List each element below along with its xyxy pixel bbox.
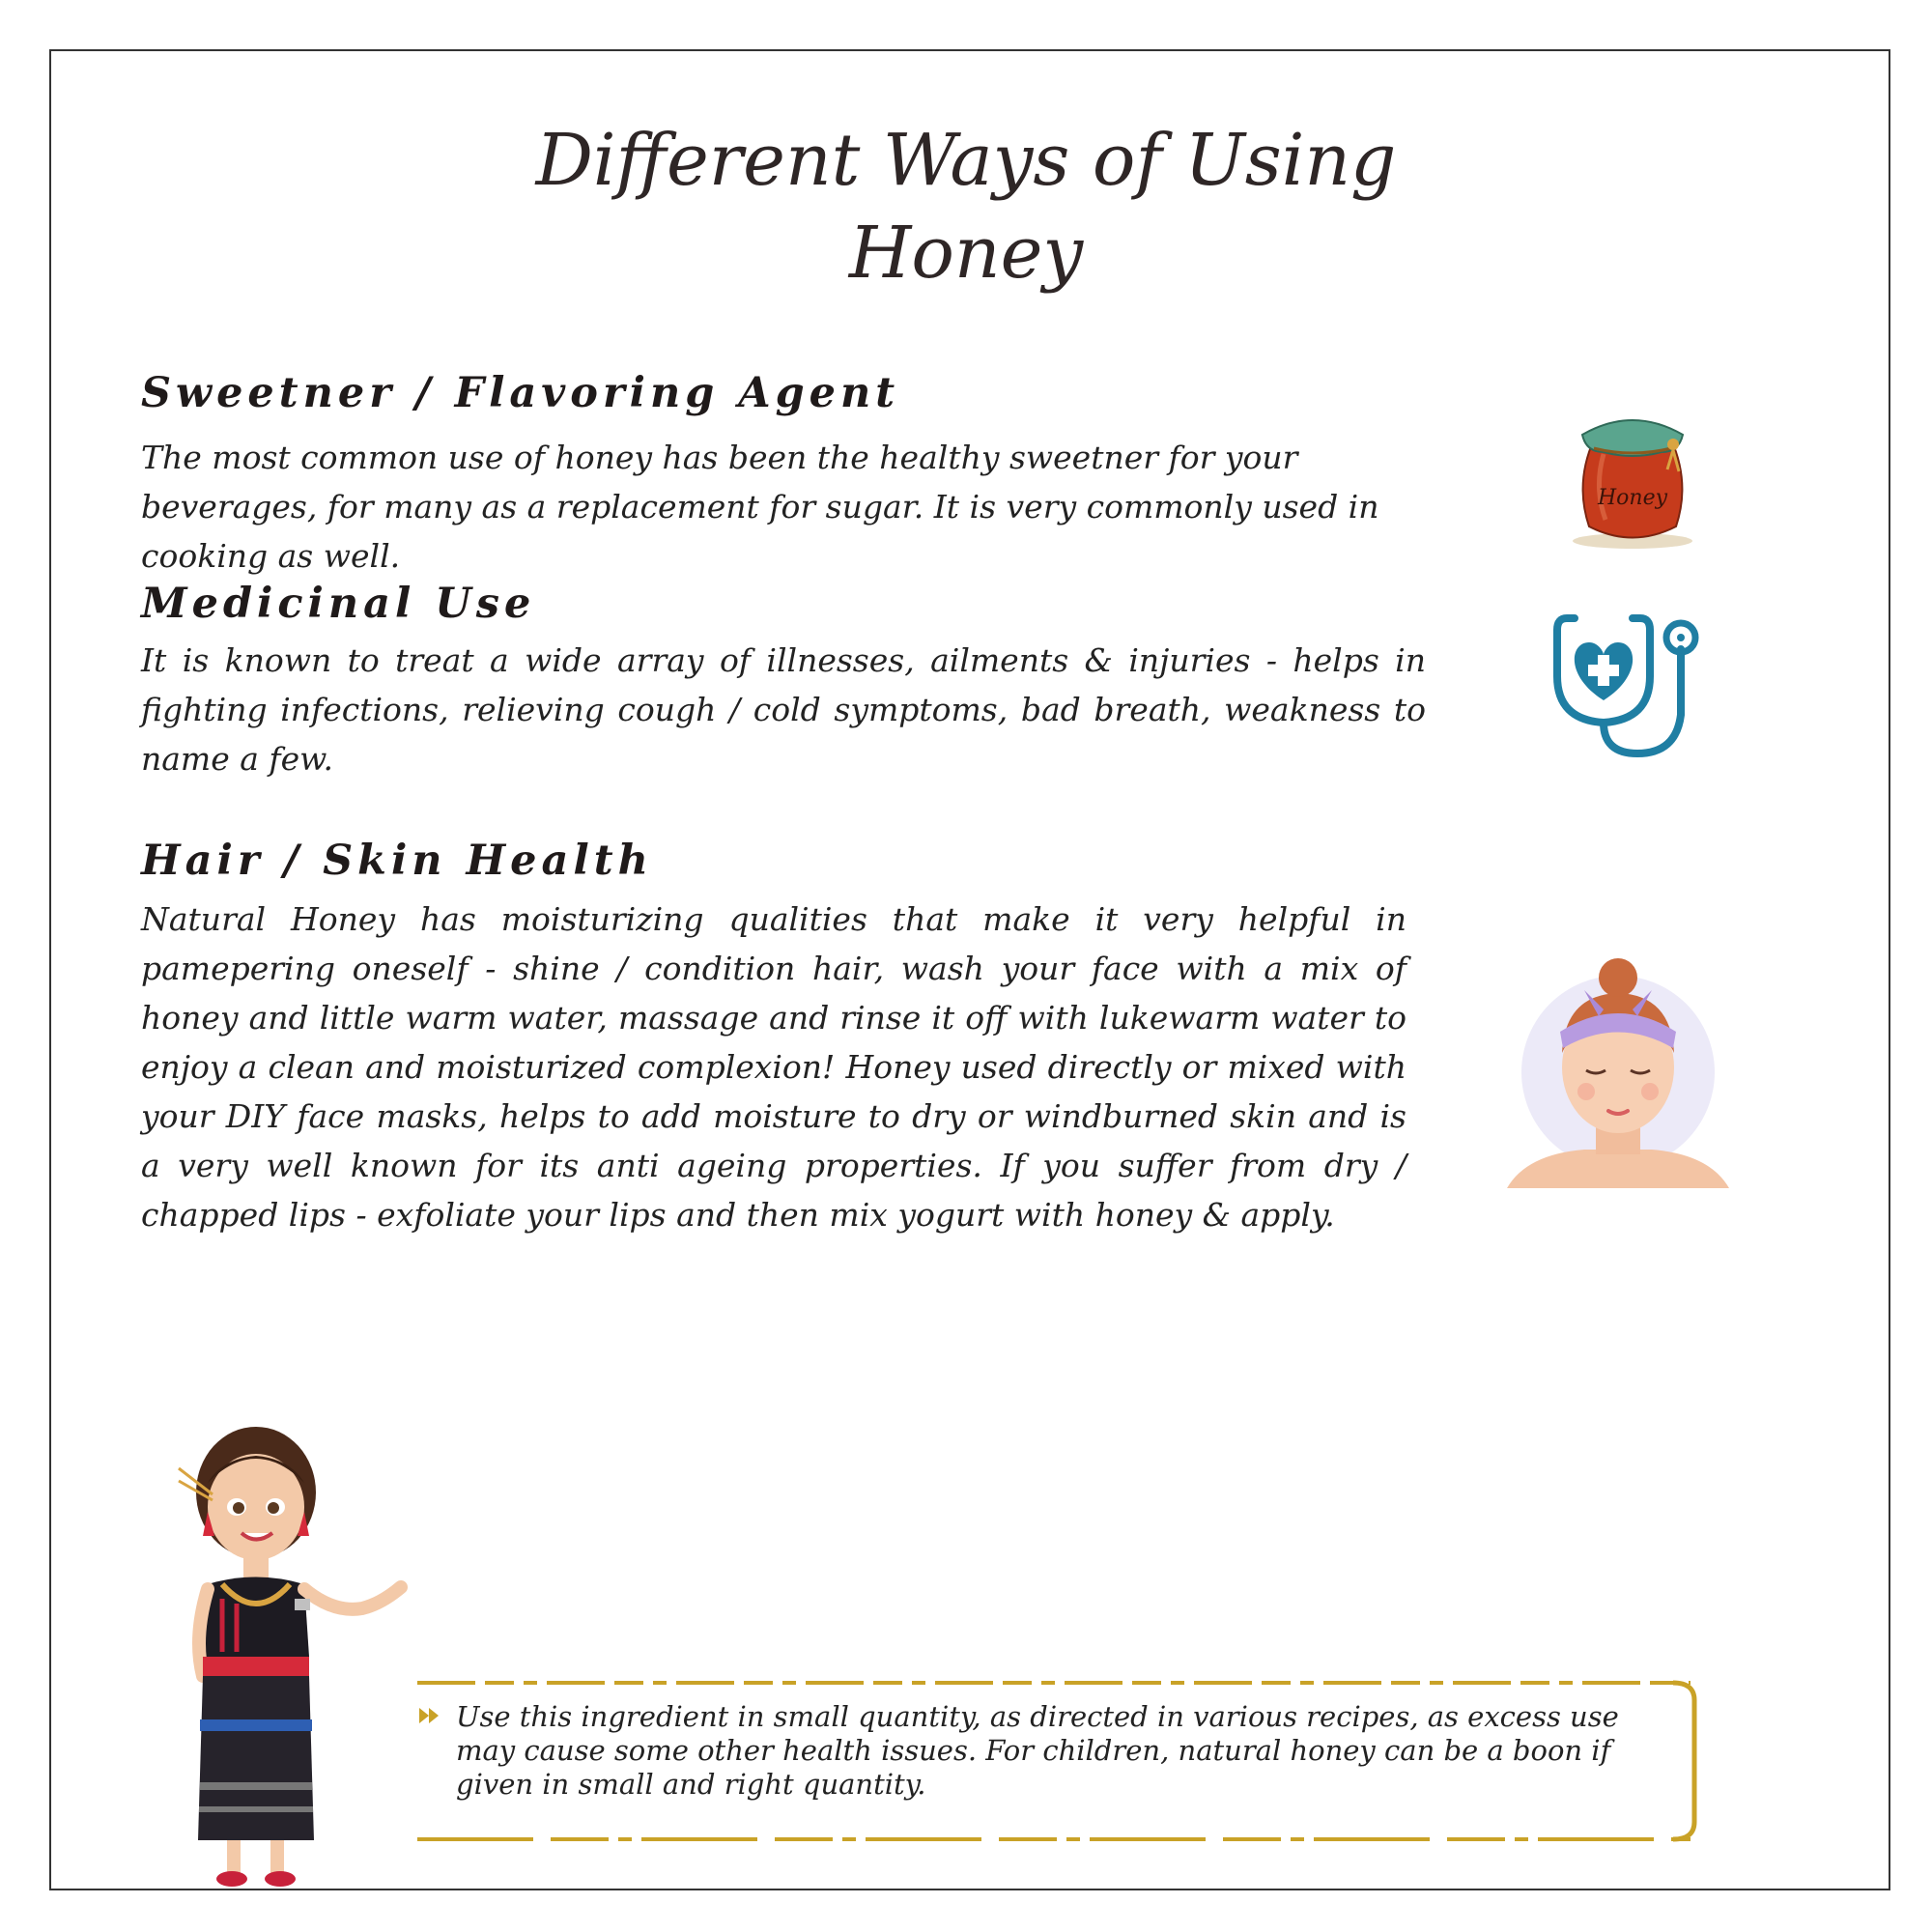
section-heading: Hair / Skin Health — [141, 837, 653, 885]
note-box — [417, 1677, 1702, 1845]
section-medicinal — [141, 580, 1426, 783]
woman-face-spa-icon — [1507, 956, 1729, 1198]
stethoscope-heart-icon — [1546, 609, 1719, 763]
section-sweetener — [141, 369, 1426, 581]
honey-jar-icon — [1565, 396, 1700, 551]
page-title — [0, 114, 1932, 299]
note-text: Use this ingredient in small quantity, as directed in various recipes, as excess use may cause some other health issues. For children, natural honey can be a boon if given in small and right quantity. — [456, 1700, 1619, 1801]
section-hair-skin — [141, 837, 1406, 1239]
jar-label: Honey — [1597, 486, 1668, 510]
girl-mascot-illustration — [164, 1415, 415, 1893]
bullet-icon — [417, 1704, 444, 1727]
section-text: The most common use of honey has been the healthy sweetner for your beverages, for many as a replacement for sugar. It is very commonly used in cooking as well. — [141, 439, 1379, 575]
section-text: Natural Honey has moisturizing qualities that make it very helpful in pamepering oneself - shine / condition hair, wash your face with a mix of honey and little warm water, massage and rinse it off with lukewarm water to enjoy a clean and moisturized complexion! Honey used directly or mixed with your DIY face masks, helps to add moisture to dry or windburned skin and is a very well known for its anti ageing properties. If you suffer from dry / chapped lips - exfoliate your lips and then mix yogurt with honey & apply. — [141, 900, 1406, 1234]
title-line-1: Different Ways of Using — [535, 119, 1397, 202]
section-heading: Sweetner / Flavoring Agent — [141, 369, 900, 417]
section-heading: Medicinal Use — [141, 580, 536, 628]
section-text: It is known to treat a wide array of illnesses, ailments & injuries - helps in fighting infections, relieving cough / cold symptoms, bad breath, weakness to name a few. — [141, 641, 1426, 778]
title-line-2: Honey — [848, 212, 1084, 295]
